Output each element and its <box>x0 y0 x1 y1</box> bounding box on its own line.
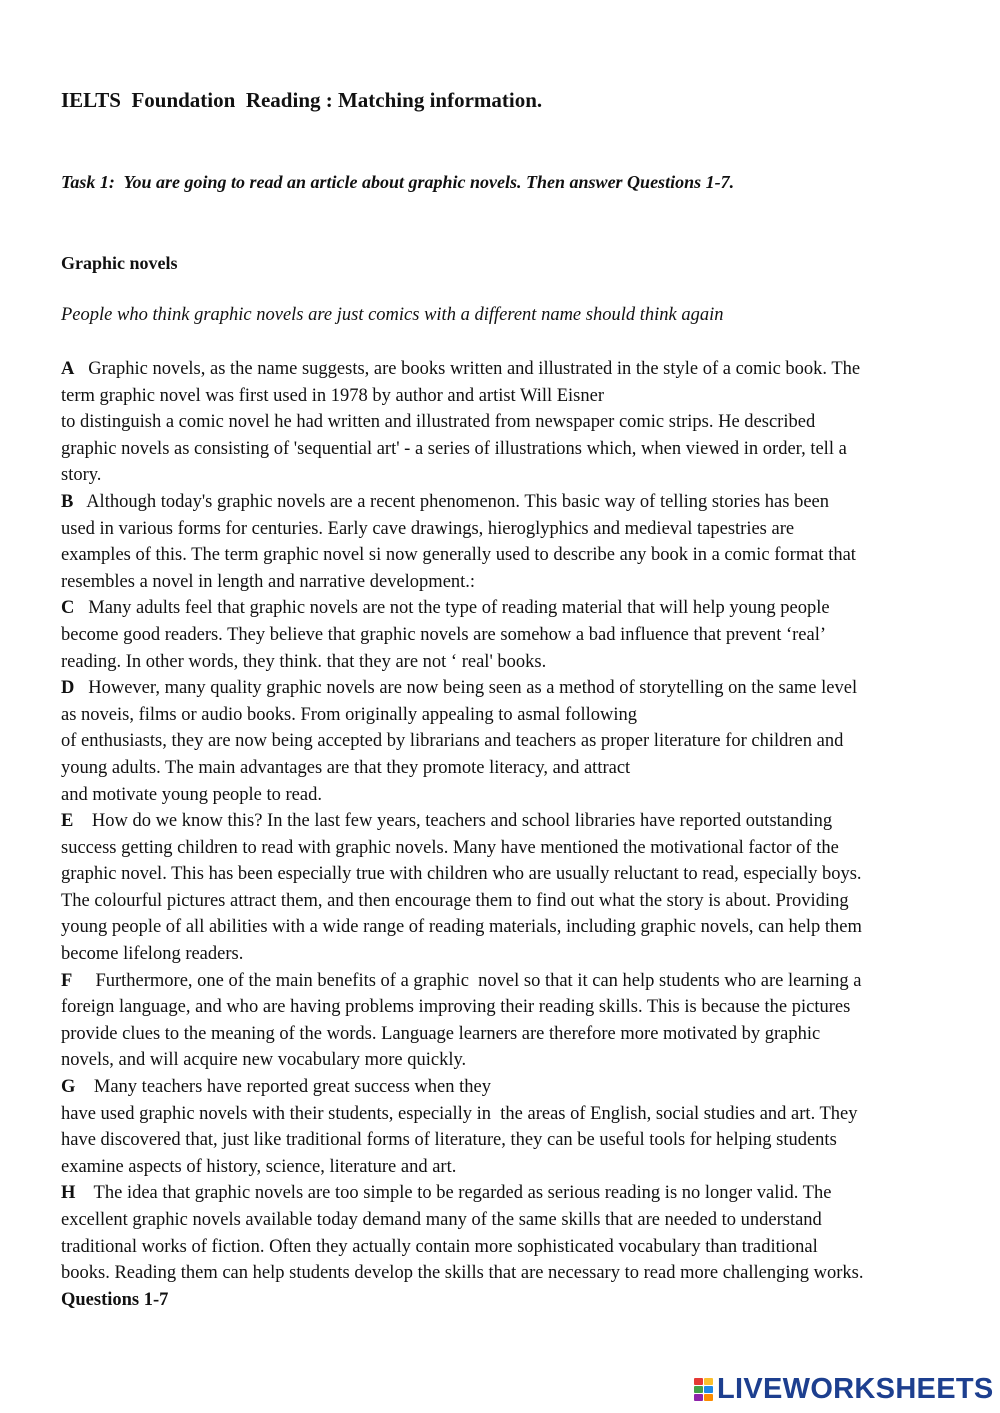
paragraph-line <box>61 622 941 649</box>
paragraph-line <box>61 569 941 596</box>
logo-square <box>694 1386 703 1393</box>
paragraph-letter: B <box>61 491 74 512</box>
paragraph-text: as noveis, films or audio books. From originally appealing to asmal following <box>61 704 637 725</box>
paragraph-line <box>61 914 941 941</box>
questions-heading: Questions 1-7 <box>61 1289 169 1310</box>
paragraph-line <box>61 861 941 888</box>
paragraph-line <box>61 1127 941 1154</box>
paragraph-line <box>61 356 941 383</box>
worksheet-title: IELTS Foundation Reading : Matching information. <box>61 88 543 112</box>
logo-square <box>704 1378 713 1385</box>
paragraph-line <box>61 516 941 543</box>
paragraph-text: young adults. The main advantages are that they promote literacy, and attract <box>61 757 631 778</box>
paragraph-text: and motivate young people to read. <box>61 784 322 805</box>
paragraph-letter: E <box>61 811 74 832</box>
paragraph-letter: A <box>61 359 75 379</box>
paragraph-e <box>61 808 941 968</box>
paragraph-line <box>61 782 941 809</box>
paragraph-line <box>61 383 941 410</box>
paragraph-text: used in various forms for centuries. Early cave drawings, hieroglyphics and medieval tapestries are <box>61 518 795 539</box>
paragraph-text: become lifelong readers. <box>61 944 244 965</box>
paragraph-line <box>61 489 941 516</box>
paragraph-text: graphic novels as consisting of 'sequential art' - a series of illustrations which, when viewed in order, tell a <box>61 438 847 459</box>
paragraph-text: to distinguish a comic novel he had written and illustrated from newspaper comic strips. He described <box>61 412 816 433</box>
paragraph-text: examples of this. The term graphic novel si now generally used to describe any book in a comic format that <box>61 545 856 566</box>
paragraph-line <box>61 888 941 915</box>
paragraph-text: Graphic novels, as the name suggests, are books written and illustrated in the style of a comic book. The <box>74 359 861 379</box>
paragraph-text: Many teachers have reported great success when they <box>75 1077 491 1098</box>
liveworksheets-brand <box>694 1374 994 1404</box>
paragraph-text: Although today's graphic novels are a recent phenomenon. This basic way of telling stories has been <box>73 491 829 512</box>
article-heading: Graphic novels <box>61 253 178 273</box>
paragraph-text: provide clues to the meaning of the words. Language learners are therefore more motivated by graphic <box>61 1023 821 1044</box>
logo-square <box>694 1378 703 1385</box>
paragraph-b <box>61 489 941 595</box>
paragraph-line <box>61 595 941 622</box>
paragraph-text: However, many quality graphic novels are now being seen as a method of storytelling on the same level <box>74 678 858 699</box>
paragraph-text: Furthermore, one of the main benefits of a graphic novel so that it can help students who are learning a <box>72 970 862 991</box>
paragraph-text: Many adults feel that graphic novels are not the type of reading material that will help young people <box>74 598 830 619</box>
paragraph-line <box>61 702 941 729</box>
paragraph-line <box>61 994 941 1021</box>
paragraph-a <box>61 356 941 489</box>
paragraph-text: traditional works of fiction. Often they actually contain more sophisticated vocabulary than traditional <box>61 1236 818 1257</box>
paragraph-line <box>61 675 941 702</box>
paragraph-letter: H <box>61 1183 76 1204</box>
liveworksheets-logo-icon <box>694 1378 713 1401</box>
paragraph-line <box>61 1154 941 1181</box>
paragraph-letter: G <box>61 1077 76 1098</box>
paragraph-text: novels, and will acquire new vocabulary more quickly. <box>61 1050 467 1071</box>
paragraph-text: resembles a novel in length and narrative development.: <box>61 571 476 592</box>
task-instructions: Task 1: You are going to read an article about graphic novels. Then answer Questions 1-7. <box>61 172 735 192</box>
paragraph-text: young people of all abilities with a wide range of reading materials, including graphic novels, can help them <box>61 917 862 938</box>
paragraph-line <box>61 1101 941 1128</box>
paragraph-text: excellent graphic novels available today demand many of the same skills that are needed to understand <box>61 1210 822 1230</box>
paragraph-letter: C <box>61 598 75 619</box>
paragraph-line <box>61 1180 941 1207</box>
paragraph-g <box>61 1074 941 1180</box>
paragraph-line <box>61 728 941 755</box>
paragraph-text: foreign language, and who are having problems improving their reading skills. This is because the pictures <box>61 997 851 1018</box>
paragraph-line <box>61 1260 941 1287</box>
brand-name: LIVEWORKSHEETS <box>717 1372 994 1405</box>
article-subtitle: People who think graphic novels are just comics with a different name should think again <box>61 305 724 325</box>
paragraph-text: The idea that graphic novels are too simple to be regarded as serious reading is no longer valid. The <box>75 1183 832 1204</box>
paragraph-text: examine aspects of history, science, literature and art. <box>61 1156 457 1177</box>
paragraph-line <box>61 462 941 489</box>
paragraph-line <box>61 542 941 569</box>
paragraph-line <box>61 1207 941 1234</box>
paragraph-line <box>61 941 941 968</box>
paragraph-line <box>61 755 941 782</box>
paragraph-line <box>61 808 941 835</box>
paragraph-text: become good readers. They believe that graphic novels are somehow a bad influence that prevent ‘real’ <box>61 624 827 645</box>
paragraph-d <box>61 675 941 808</box>
paragraph-line <box>61 1074 941 1101</box>
paragraph-text: term graphic novel was first used in 1978 by author and artist Will Eisner <box>61 385 605 406</box>
paragraph-text: story. <box>61 465 102 486</box>
article-body <box>61 356 941 1313</box>
logo-square <box>704 1394 713 1401</box>
paragraph-line <box>61 649 941 676</box>
logo-square <box>694 1394 703 1401</box>
paragraph-text: books. Reading them can help students develop the skills that are necessary to read more challenging works. <box>61 1263 864 1284</box>
logo-square <box>704 1386 713 1393</box>
paragraph-text: success getting children to read with graphic novels. Many have mentioned the motivational factor of the <box>61 837 839 858</box>
paragraph-text: of enthusiasts, they are now being accepted by librarians and teachers as proper literature for children and <box>61 731 844 752</box>
paragraph-line <box>61 436 941 463</box>
paragraph-text: reading. In other words, they think. that they are not ‘ real' books. <box>61 651 547 672</box>
paragraph-text: graphic novel. This has been especially true with children who are usually reluctant to read, especially boys. <box>61 864 862 885</box>
paragraph-c <box>61 595 941 675</box>
paragraph-line <box>61 1234 941 1261</box>
paragraph-line <box>61 968 941 995</box>
paragraph-line <box>61 1021 941 1048</box>
paragraph-f <box>61 968 941 1074</box>
paragraph-text: have used graphic novels with their students, especially in the areas of English, social studies and art. They <box>61 1103 858 1124</box>
paragraph-text: How do we know this? In the last few years, teachers and school libraries have reported outstanding <box>73 811 833 832</box>
paragraph-line <box>61 835 941 862</box>
paragraph-letter: F <box>61 970 73 991</box>
paragraph-text: have discovered that, just like traditional forms of literature, they can be useful tools for helping students <box>61 1130 837 1151</box>
paragraph-letter: D <box>61 678 75 699</box>
paragraph-line <box>61 1047 941 1074</box>
paragraph-h <box>61 1180 941 1286</box>
paragraph-line <box>61 409 941 436</box>
paragraph-text: The colourful pictures attract them, and then encourage them to find out what the story is about. Providing <box>61 890 849 911</box>
